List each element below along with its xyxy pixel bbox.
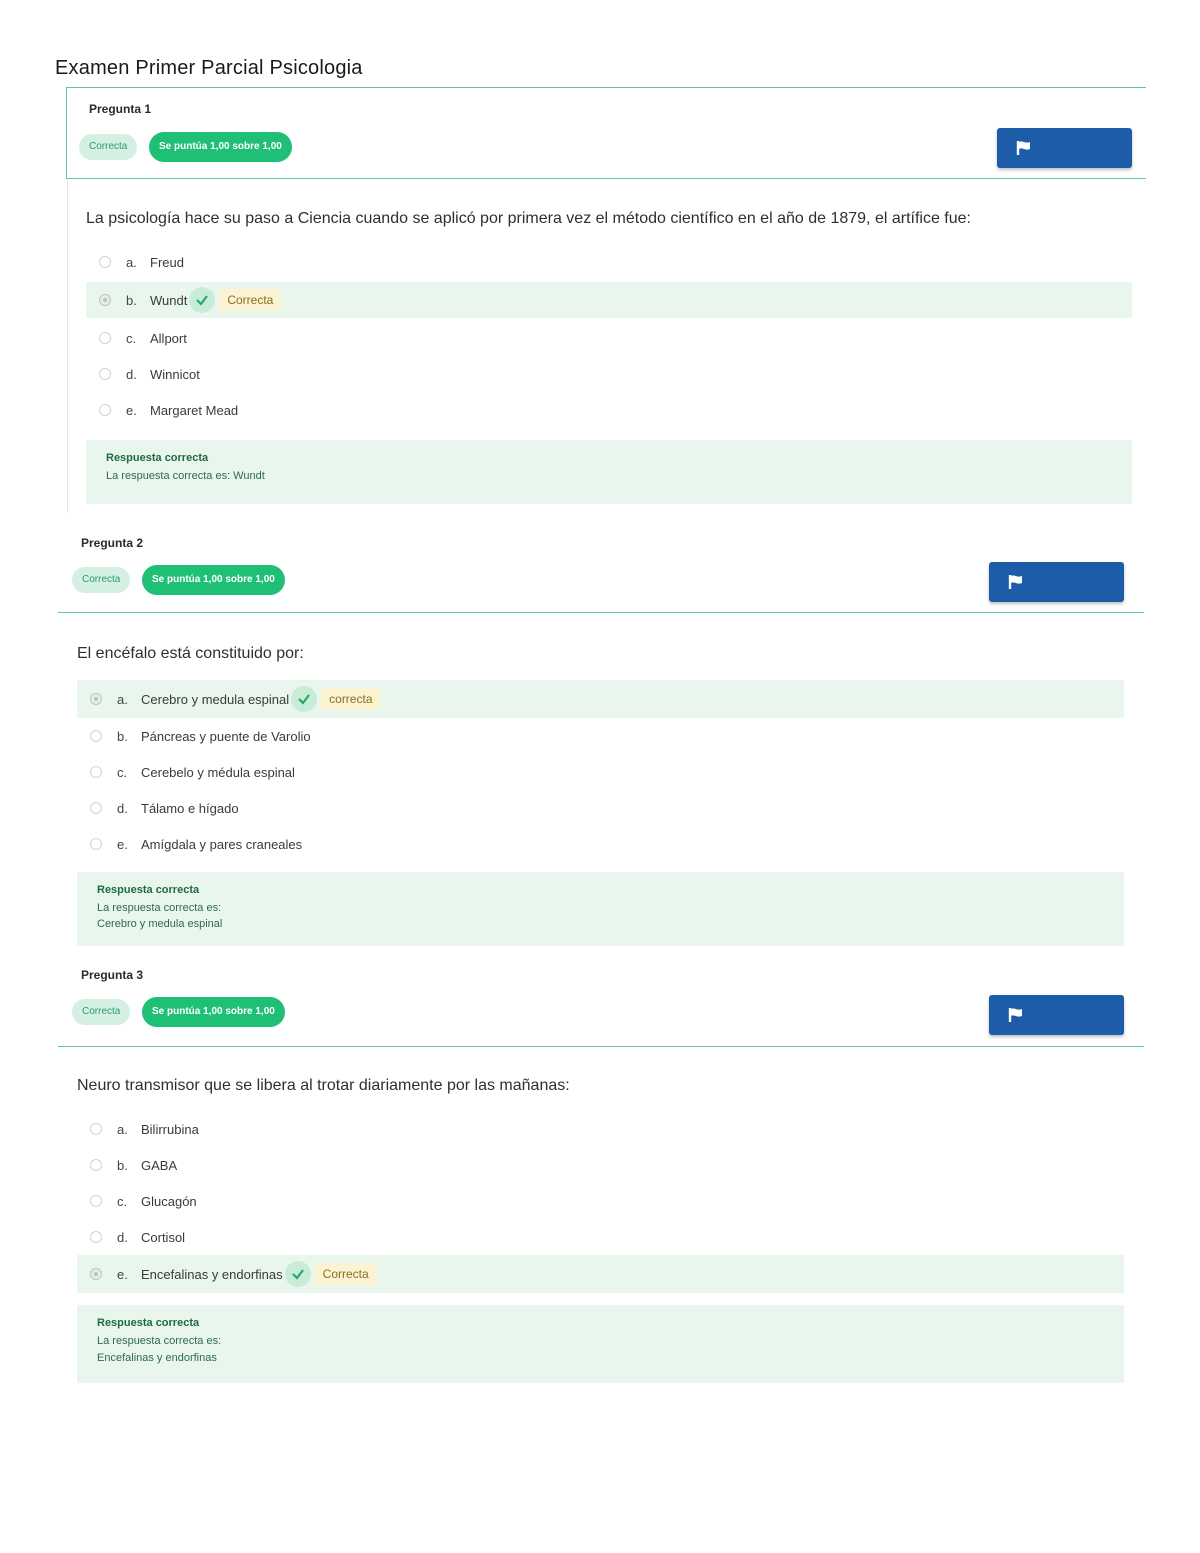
option-text: Cortisol xyxy=(141,1229,186,1245)
option-text: Wundt Correcta xyxy=(150,287,281,313)
correct-answer-feedback: Respuesta correcta La respuesta correcta es: Wundt xyxy=(86,440,1132,504)
option-text: GABA xyxy=(141,1157,178,1173)
radio-button-checked[interactable] xyxy=(90,1268,102,1280)
answer-option-selected[interactable]: e. Encefalinas y endorfinas Correcta xyxy=(77,1255,1124,1293)
flag-question-button[interactable] xyxy=(989,562,1124,602)
correct-answer-feedback: Respuesta correcta La respuesta correcta es: Cerebro y medula espinal xyxy=(77,872,1124,946)
option-text: Glucagón xyxy=(141,1193,197,1209)
option-text: Bilirrubina xyxy=(141,1121,199,1137)
check-icon xyxy=(291,686,317,712)
status-badge: Correcta xyxy=(79,134,137,160)
radio-button-checked[interactable] xyxy=(99,294,111,306)
score-badge: Se puntúa 1,00 sobre 1,00 xyxy=(142,565,285,595)
question-info xyxy=(58,520,1144,613)
status-badge: Correcta xyxy=(72,999,130,1025)
answer-option[interactable]: e. Amígdala y pares craneales xyxy=(77,826,1124,862)
flag-icon xyxy=(1008,1007,1024,1023)
status-badge: Correcta xyxy=(72,567,130,593)
question-text: El encéfalo está constituido por: xyxy=(77,645,304,662)
check-icon xyxy=(189,287,215,313)
radio-button-checked[interactable] xyxy=(90,693,102,705)
answer-option[interactable]: d. Tálamo e hígado xyxy=(77,790,1124,826)
radio-button[interactable] xyxy=(90,1231,102,1243)
radio-button[interactable] xyxy=(90,838,102,850)
answer-option[interactable]: c. Allport xyxy=(86,320,1132,356)
flag-question-button[interactable] xyxy=(989,995,1124,1035)
answer-option-selected[interactable]: a. Cerebro y medula espinal correcta xyxy=(77,680,1124,718)
radio-button[interactable] xyxy=(90,1195,102,1207)
question-3-content xyxy=(77,1077,1124,1364)
correct-tag: Correcta xyxy=(315,1263,377,1285)
answer-option[interactable]: d. Cortisol xyxy=(77,1219,1124,1255)
question-text: La psicología hace su paso a Ciencia cuando se aplicó por primera vez el método científico en el año de 1879, el artífice fue: xyxy=(86,210,971,227)
question-info xyxy=(58,952,1144,1047)
answer-option[interactable]: e. Margaret Mead xyxy=(86,392,1132,428)
correct-tag: Correcta xyxy=(219,289,281,311)
answer-option[interactable]: c. Cerebelo y médula espinal xyxy=(77,754,1124,790)
option-text: Margaret Mead xyxy=(150,402,239,418)
radio-button[interactable] xyxy=(99,368,111,380)
answer-option[interactable]: c. Glucagón xyxy=(77,1183,1124,1219)
question-3 xyxy=(58,952,1144,1047)
question-1-content xyxy=(86,210,1132,482)
radio-button[interactable] xyxy=(99,332,111,344)
answer-option[interactable]: a. Bilirrubina xyxy=(77,1111,1124,1147)
doc-title: Examen Primer Parcial Psicologia xyxy=(55,57,363,79)
question-number: Pregunta 1 xyxy=(89,102,152,116)
option-text: Encefalinas y endorfinas Correcta xyxy=(141,1261,377,1287)
option-text: Cerebro y medula espinal correcta xyxy=(141,686,381,712)
answer-option[interactable]: b. GABA xyxy=(77,1147,1124,1183)
flag-icon xyxy=(1016,140,1032,156)
answer-option[interactable]: a. Freud xyxy=(86,244,1132,280)
answer-option[interactable]: b. Páncreas y puente de Varolio xyxy=(77,718,1124,754)
question-2-content xyxy=(77,645,1124,930)
option-text: Freud xyxy=(150,254,184,270)
question-1 xyxy=(66,87,1146,179)
option-text: Páncreas y puente de Varolio xyxy=(141,728,311,744)
answer-option[interactable]: d. Winnicot xyxy=(86,356,1132,392)
check-icon xyxy=(285,1261,311,1287)
option-text: Amígdala y pares craneales xyxy=(141,836,303,852)
option-text: Allport xyxy=(150,330,187,346)
question-info xyxy=(66,87,1146,179)
question-number: Pregunta 3 xyxy=(81,968,144,982)
flag-question-button[interactable] xyxy=(997,128,1132,168)
answer-option-selected[interactable]: b. Wundt Correcta xyxy=(86,282,1132,318)
question-text: Neuro transmisor que se libera al trotar diariamente por las mañanas: xyxy=(77,1077,570,1094)
option-text: Tálamo e hígado xyxy=(141,800,239,816)
option-text: Cerebelo y médula espinal xyxy=(141,764,295,780)
radio-button[interactable] xyxy=(90,802,102,814)
option-text: Winnicot xyxy=(150,366,200,382)
score-badge: Se puntúa 1,00 sobre 1,00 xyxy=(149,132,292,162)
question-2 xyxy=(58,520,1144,613)
radio-button[interactable] xyxy=(99,404,111,416)
correct-answer-feedback: Respuesta correcta La respuesta correcta es: Encefalinas y endorfinas xyxy=(77,1305,1124,1383)
radio-button[interactable] xyxy=(90,730,102,742)
question-number: Pregunta 2 xyxy=(81,536,144,550)
score-badge: Se puntúa 1,00 sobre 1,00 xyxy=(142,997,285,1027)
radio-button[interactable] xyxy=(90,766,102,778)
radio-button[interactable] xyxy=(90,1123,102,1135)
flag-icon xyxy=(1008,574,1024,590)
radio-button[interactable] xyxy=(90,1159,102,1171)
radio-button[interactable] xyxy=(99,256,111,268)
correct-tag: correcta xyxy=(321,688,380,710)
divider xyxy=(67,178,68,513)
